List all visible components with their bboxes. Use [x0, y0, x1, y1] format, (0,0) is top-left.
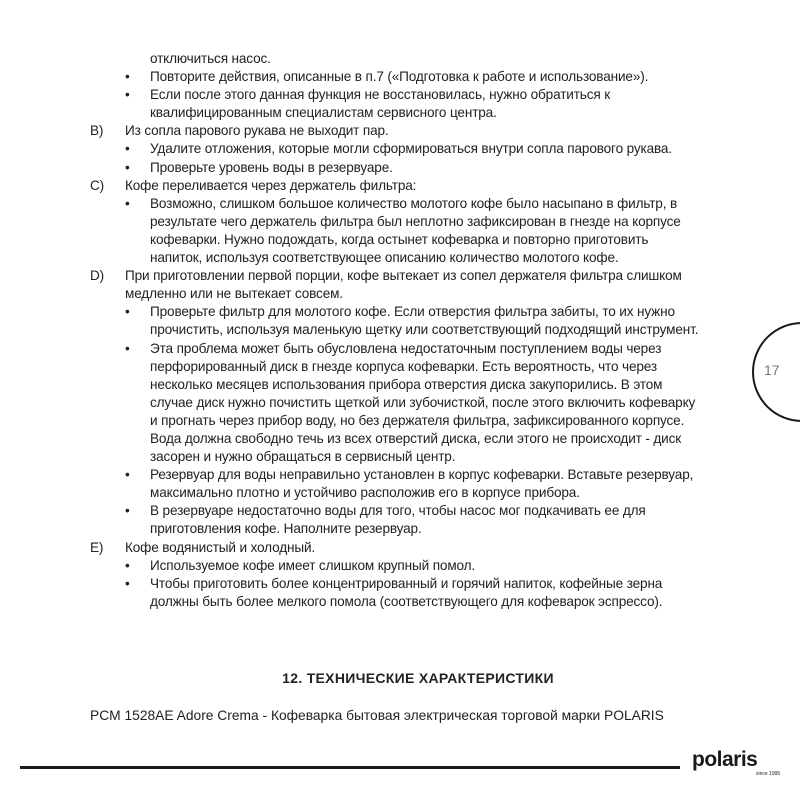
- text-line: прочистить, используя маленькую щетку или соответствующий подходящий инструмент.: [150, 322, 699, 338]
- bullet-icon: •: [125, 557, 130, 573]
- bullet-icon: •: [125, 141, 130, 157]
- bullet-text: Возможно, слишком большое количество молотого кофе было насыпано в фильтр, в: [150, 195, 678, 211]
- item-letter: C): [90, 177, 105, 193]
- bullet-text: В резервуаре недостаточно воды для того, чтобы насос мог подкачивать ее для: [150, 503, 646, 519]
- instruction-content: [90, 50, 746, 611]
- bullet-item: [90, 140, 746, 158]
- bullet-icon: •: [125, 87, 130, 103]
- text-line: квалифицированным специалистам сервисного центра.: [150, 105, 497, 121]
- item-title: Кофе водянистый и холодный.: [125, 539, 316, 555]
- bullet-text: Проверьте фильтр для молотого кофе. Если отверстия фильтра забиты, то их нужно: [150, 304, 675, 320]
- item-letter: E): [90, 539, 104, 555]
- item-letter: D): [90, 268, 105, 284]
- bullet-item: [90, 466, 746, 484]
- bullet-icon: •: [125, 195, 130, 211]
- footer-rule: [20, 766, 680, 769]
- bullet-item: [90, 557, 746, 575]
- bullet-icon: •: [125, 159, 130, 175]
- brand-logo: polaris: [692, 748, 758, 771]
- problem-item-e: [90, 539, 746, 557]
- problem-item-d: [90, 267, 746, 285]
- text-line: случае диск нужно почистить щеткой или зубочисткой, после этого включить кофеварку: [150, 394, 696, 410]
- item-title: Из сопла парового рукава не выходит пар.: [125, 123, 389, 139]
- text-line: должны быть более мелкого помола (соответствующего для кофеварок эспрессо).: [150, 593, 663, 609]
- text-line: приготовления кофе. Наполните резервуар.: [150, 521, 422, 537]
- bullet-item: [90, 502, 746, 520]
- bullet-item: [90, 68, 746, 86]
- item-title: Кофе переливается через держатель фильтра:: [125, 177, 417, 193]
- text-line: несколько месяцев использования прибора отверстия диска закупорились. В этом: [150, 376, 663, 392]
- bullet-text: Резервуар для воды неправильно установлен в корпус кофеварки. Вставьте резервуар,: [150, 467, 694, 483]
- bullet-icon: •: [125, 575, 130, 591]
- text-line: и прогнать через прибор воду, но без держателя фильтра, зафиксированного корпусе.: [150, 412, 685, 428]
- problem-item-b: [90, 122, 746, 140]
- bullet-item: [90, 575, 746, 593]
- text-line: засорен и нужно обращаться в сервисный центр.: [150, 449, 456, 465]
- bullet-text: Удалите отложения, которые могли сформироваться внутри сопла парового рукава.: [150, 141, 672, 157]
- brand-since: since 1995: [756, 771, 781, 777]
- text-line: кофеварки. Нужно подождать, когда остынет кофеварка и повторно приготовить: [150, 231, 649, 247]
- text-line: результате чего держатель фильтра был неплотно зафиксирован в гнезде на корпусе: [150, 213, 681, 229]
- bullet-text: Эта проблема может быть обусловлена недостаточным поступлением воды через: [150, 340, 662, 356]
- text-line: максимально плотно и устойчиво расположив его в корпусе прибора.: [150, 485, 580, 501]
- bullet-icon: •: [125, 340, 130, 356]
- text-line: отключиться насос.: [150, 51, 271, 66]
- bullet-icon: •: [125, 503, 130, 519]
- bullet-item: [90, 195, 746, 213]
- text-line: перфорированный диск в гнезде корпуса кофеварки. Есть вероятность, что через: [150, 358, 657, 374]
- page-number: 17: [764, 362, 780, 378]
- item-letter: B): [90, 123, 104, 139]
- bullet-icon: •: [125, 304, 130, 320]
- bullet-text: Используемое кофе имеет слишком крупный помол.: [150, 557, 476, 573]
- bullet-icon: •: [125, 467, 130, 483]
- text-line: напиток, используя соответствующее описанию количество молотого кофе.: [150, 250, 619, 266]
- text-line: медленно или не вытекает совсем.: [125, 286, 343, 302]
- bullet-item: [90, 340, 746, 358]
- problem-item-c: [90, 177, 746, 195]
- text-line: Вода должна свободно течь из всех отверстий диска, если этого не происходит - диск: [150, 430, 682, 446]
- bullet-item: [90, 86, 746, 104]
- bullet-text: Чтобы приготовить более концентрированный и горячий напиток, кофейные зерна: [150, 575, 663, 591]
- bullet-icon: •: [125, 69, 130, 85]
- bullet-text: Повторите действия, описанные в п.7 («Подготовка к работе и использование»).: [150, 69, 649, 85]
- item-title: При приготовлении первой порции, кофе вытекает из сопел держателя фильтра слишком: [125, 268, 682, 284]
- bullet-text: Если после этого данная функция не восстановилась, нужно обратиться к: [150, 87, 611, 103]
- section-title: 12. ТЕХНИЧЕСКИЕ ХАРАКТЕРИСТИКИ: [282, 670, 554, 686]
- model-description: PCM 1528AE Adore Crema - Кофеварка бытовая электрическая торговой марки POLARIS: [90, 708, 664, 723]
- bullet-text: Проверьте уровень воды в резервуаре.: [150, 159, 393, 175]
- bullet-item: [90, 159, 746, 177]
- bullet-item: [90, 303, 746, 321]
